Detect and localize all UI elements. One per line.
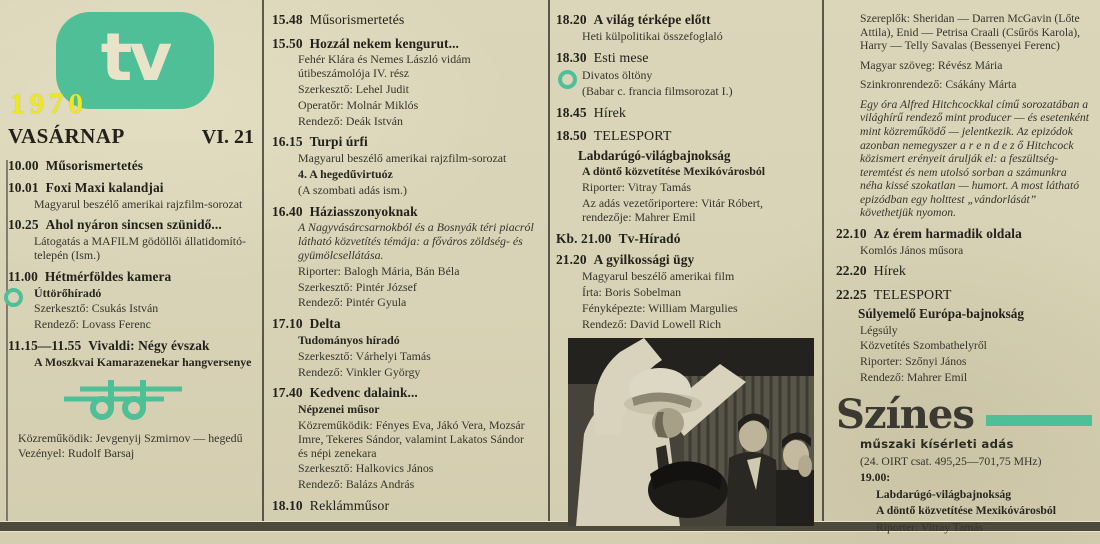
program-title: Turpi úrfi xyxy=(309,134,368,150)
program-entry xyxy=(272,134,534,197)
program-entry xyxy=(836,59,1092,73)
program-line: Szerkesztő: Csukás István xyxy=(34,301,159,316)
program-entry xyxy=(8,338,256,370)
program-line: Magyarul beszélő amerikai rajzfilm-sorozat xyxy=(34,196,243,211)
program-head xyxy=(836,226,1092,242)
program-line: Rendező: Deák István xyxy=(298,113,403,128)
program-line: Riporter: Szőnyi János xyxy=(860,354,967,368)
program-time: 10.00 xyxy=(8,158,39,173)
program-entry xyxy=(556,105,814,123)
program-list xyxy=(836,0,1092,534)
program-title: Vivaldi: Négy évszak xyxy=(88,338,210,354)
program-entry xyxy=(272,316,534,379)
program-head xyxy=(272,385,534,401)
program-line: Labdarúgó-világbajnokság xyxy=(876,487,1012,501)
program-title: Hozzál nekem kengurut... xyxy=(309,35,459,51)
program-time: 11.00 xyxy=(8,268,38,284)
program-head xyxy=(272,204,534,220)
program-line: Divatos öltöny xyxy=(556,69,814,83)
program-line: (A szombati adás ism.) xyxy=(298,182,407,197)
program-head xyxy=(272,498,534,516)
program-line: Rendező: David Lowell Rich xyxy=(582,316,722,331)
program-list xyxy=(272,0,534,515)
program-line: Komlós János műsora xyxy=(860,243,964,257)
program-line: Riporter: Balogh Mária, Bán Béla xyxy=(298,263,460,278)
program-head xyxy=(8,338,256,354)
program-time: 18.10 xyxy=(272,497,303,513)
program-title: Esti mese xyxy=(593,50,649,66)
program-line: műszaki kísérleti adás xyxy=(860,437,1014,452)
program-line: Vezényel: Rudolf Barsaj xyxy=(18,446,135,461)
tv-logo-text: tv xyxy=(100,18,170,96)
program-line: A Nagyvásárcsarnokból és a Bosnyák téri piacról látható közvetítés témája: a főváros zöldség- és gyümölcsellátása. xyxy=(298,220,534,262)
program-line: A döntő közvetítése Mexikóvárosból xyxy=(582,164,766,179)
program-head xyxy=(556,128,814,146)
program-head xyxy=(272,36,534,52)
program-title: Háziasszonyoknak xyxy=(309,203,418,219)
program-head xyxy=(836,287,1092,305)
program-line: Riporter: Vitray Tamás xyxy=(876,520,984,534)
program-title: Hírek xyxy=(593,105,627,121)
program-line: Magyarul beszélő amerikai film xyxy=(582,269,735,284)
program-line: Közreműködik: Fényes Eva, Jákó Vera, Mozsár Imre, Tekeres Sándor, valamint Lakatos Sándor és népi zenekara xyxy=(298,417,525,460)
szines-heading: Színes xyxy=(836,391,974,439)
program-title: Reklámműsor xyxy=(309,498,390,514)
program-line: Rendező: Vinkler György xyxy=(298,364,421,379)
program-title: Műsorismertetés xyxy=(45,158,144,173)
program-line: Rendező: Mahrer Emil xyxy=(860,370,968,384)
program-time: 10.25 xyxy=(8,217,39,233)
program-entry xyxy=(836,263,1092,281)
column-rule xyxy=(822,0,824,521)
program-time: 16.40 xyxy=(272,203,303,219)
program-head xyxy=(556,12,814,28)
program-entry xyxy=(272,12,534,30)
program-time: 17.10 xyxy=(272,316,303,332)
program-line: Légsúly xyxy=(860,323,898,337)
program-time: 10.01 xyxy=(8,179,39,195)
program-head xyxy=(836,263,1092,281)
program-title: Kedvenc dalaink... xyxy=(309,385,418,401)
program-head xyxy=(8,158,256,174)
program-line: Rendező: Balázs András xyxy=(298,477,415,492)
program-line: (24. OIRT csat. 495,25—701,75 MHz) xyxy=(860,454,1042,468)
program-subtitle: Súlyemelő Európa-bajnokság xyxy=(858,306,1024,322)
program-entry xyxy=(272,498,534,516)
szines-header-row xyxy=(836,391,1092,439)
program-line: Úttörőhíradó xyxy=(8,287,256,301)
program-entry xyxy=(8,432,256,462)
program-line: Magyarul beszélő amerikai rajzfilm-sorozat xyxy=(298,151,507,166)
program-title: Hírek xyxy=(873,264,907,280)
program-title: Ahol nyáron sincsen szünidő... xyxy=(45,217,222,233)
program-time: 18.20 xyxy=(556,12,587,27)
program-head xyxy=(556,252,814,268)
program-title: A gyilkossági ügy xyxy=(593,252,695,268)
program-line: Népzenei műsor xyxy=(298,402,380,417)
program-title: TELESPORT xyxy=(873,287,952,303)
program-line: 19.00: xyxy=(860,471,891,485)
program-entry xyxy=(272,204,534,311)
program-entry xyxy=(8,269,256,332)
program-head xyxy=(272,316,534,332)
program-line: A Moszkvai Kamarazenekar hangversenye xyxy=(34,354,252,369)
program-line: Szereplők: Sheridan — Darren McGavin (Lőte Attila), Enid — Petrisa Craali (Csűrös Karola), Harry — Telly Savalas (Bessenyei Ferenc) xyxy=(860,12,1081,53)
program-head xyxy=(272,134,534,150)
program-head xyxy=(8,180,256,196)
program-line: Szerkesztő: Várhelyi Tamás xyxy=(298,348,431,363)
column-rule xyxy=(548,0,550,521)
program-title: Delta xyxy=(309,316,341,332)
program-entry xyxy=(8,180,256,212)
program-subtitle: Labdarúgó-világbajnokság xyxy=(578,147,731,163)
program-line: A döntő közvetítése Mexikóvárosból xyxy=(876,504,1056,518)
day-date-row xyxy=(8,124,254,149)
program-entry xyxy=(8,158,256,174)
program-time: 15.48 xyxy=(272,12,303,27)
program-entry xyxy=(8,217,256,262)
year-label: 1970 xyxy=(10,88,88,120)
program-line: Szerkesztő: Pintér József xyxy=(298,279,417,294)
program-list xyxy=(8,158,256,461)
program-line: Operatőr: Molnár Miklós xyxy=(298,97,419,112)
program-line: Szerkesztő: Lehel Judit xyxy=(298,81,409,96)
program-title: Foxi Maxi kalandjai xyxy=(45,179,164,195)
day-label: VASÁRNAP xyxy=(8,124,125,148)
program-entry xyxy=(836,12,1092,53)
program-title: Hétmérföldes kamera xyxy=(44,268,172,284)
program-line: Rendező: Lovass Ferenc xyxy=(34,317,151,332)
program-entry xyxy=(836,287,1092,384)
program-time: 11.15—11.55 xyxy=(8,338,82,354)
column-4 xyxy=(836,0,1092,534)
film-still-photo xyxy=(568,338,814,526)
column-3 xyxy=(556,0,814,521)
program-head xyxy=(8,269,256,285)
program-entry xyxy=(836,226,1092,257)
program-entry xyxy=(556,12,814,44)
program-time: 15.50 xyxy=(272,35,303,51)
program-line: Közvetítés Szombathelyről xyxy=(860,339,987,353)
program-head xyxy=(272,12,534,30)
column-rule xyxy=(262,0,264,521)
program-time: 17.40 xyxy=(272,385,303,401)
program-line: Riporter: Vitray Tamás xyxy=(582,180,691,195)
program-time: 18.30 xyxy=(556,49,587,65)
program-line: Szinkronrendező: Csákány Márta xyxy=(860,78,1017,92)
program-line: Heti külpolitikai összefoglaló xyxy=(582,28,723,43)
program-time: 21.20 xyxy=(556,252,587,268)
program-title: Az érem harmadik oldala xyxy=(873,225,1022,241)
date-label: VI. 21 xyxy=(201,126,254,148)
program-head xyxy=(556,50,814,68)
program-line: 4. A hegedűvirtuóz xyxy=(298,166,393,181)
program-head xyxy=(556,231,814,247)
program-entry xyxy=(272,385,534,492)
program-time: 16.15 xyxy=(272,134,303,150)
program-line: Közreműködik: Jevgenyij Szmirnov — hegedű xyxy=(18,430,243,445)
column-2 xyxy=(272,0,534,521)
program-entry xyxy=(836,78,1092,92)
program-time: 18.45 xyxy=(556,104,587,120)
program-entry xyxy=(556,231,814,247)
program-line: Fényképezte: William Margulies xyxy=(582,300,738,315)
program-entry xyxy=(272,36,534,129)
program-entry xyxy=(556,50,814,99)
program-line: (Babar c. francia filmsorozat I.) xyxy=(582,83,733,98)
program-line: Fehér Klára és Nemes László vidám útibeszámolója IV. rész xyxy=(298,52,471,81)
program-title: TELESPORT xyxy=(593,129,672,145)
program-head xyxy=(556,105,814,123)
masthead xyxy=(8,0,256,152)
program-line: Látogatás a MAFILM gödöllői állatidomító-telepén (Ism.) xyxy=(34,234,247,263)
program-time: 22.10 xyxy=(836,225,867,241)
program-entry xyxy=(556,252,814,331)
program-line: Az adás vezetőriportere: Vitár Róbert, rendezője: Mahrer Emil xyxy=(582,195,763,224)
program-line: Írta: Boris Sobelman xyxy=(582,284,682,299)
green-bar-icon xyxy=(986,415,1092,426)
program-title: A világ térképe előtt xyxy=(593,12,711,27)
program-title: Tv-Híradó xyxy=(618,230,681,246)
program-line: Rendező: Pintér Gyula xyxy=(298,295,407,310)
column-1 xyxy=(8,0,256,521)
music-notes-icon xyxy=(64,375,256,426)
program-list xyxy=(556,0,814,526)
program-title: Műsorismertetés xyxy=(309,13,405,28)
program-entry xyxy=(556,128,814,224)
szines-section xyxy=(836,391,1092,534)
program-line: Tudományos híradó xyxy=(298,332,400,347)
program-time: 22.20 xyxy=(836,263,867,279)
program-time: 18.50 xyxy=(556,128,587,144)
program-time: Kb. 21.00 xyxy=(556,230,612,246)
program-line: Egy óra Alfred Hitchcockkal című sorozatában a világhírű rendező mint producer — és esetenként mint közreműködő — jelentkezik. Az epizódok azonban nemegyszer a r e n d e z ő Hitchcock közismert erényeit árulják el: a feszültség-teremtést és nem utolsó sorban a számunkra néha kissé szokatlan — humort. A most látható epizódban egy holttest „vándorlását” követhetjük nyomon. xyxy=(860,97,1089,220)
program-entry xyxy=(836,98,1092,220)
program-line: Magyar szöveg: Révész Mária xyxy=(860,58,1003,72)
program-head xyxy=(8,217,256,233)
program-line: Szerkesztő: Halkovics János xyxy=(298,461,434,476)
program-time: 22.25 xyxy=(836,286,867,302)
